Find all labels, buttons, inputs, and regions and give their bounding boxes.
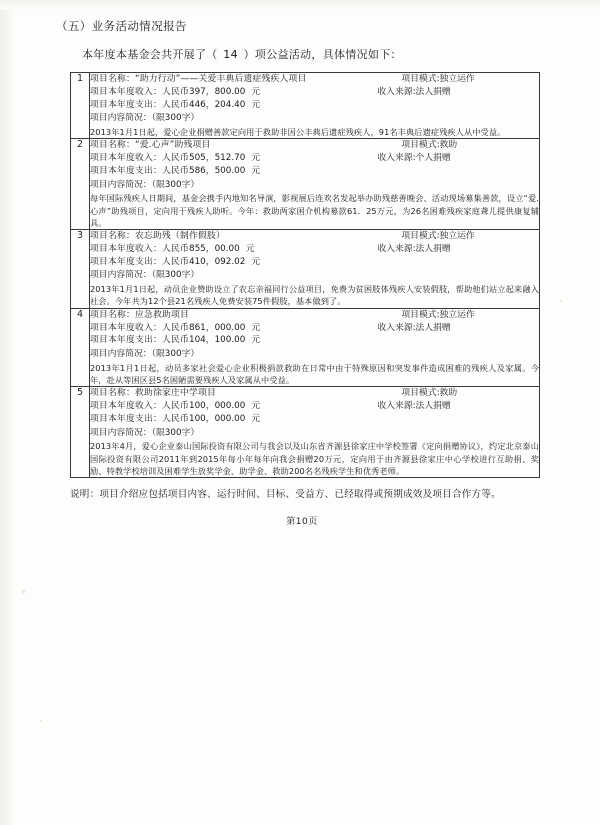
project-source-value: 法人捐赠 <box>415 401 451 412</box>
project-expense-line <box>90 334 368 347</box>
unit-label: 元 <box>251 99 261 110</box>
project-name-value: 救助徐家庄中学项目 <box>135 388 216 399</box>
table-note: 说明：项目介绍应包括项目内容、运行时间、目标、受益方、已经取得或预期成效及项目合作方等。 <box>70 489 501 501</box>
currency-label: 人民币 <box>161 165 189 176</box>
project-expense-value: 410，092.02 <box>188 256 246 267</box>
project-income-value: 100，000.00 <box>188 401 246 412</box>
project-brief-line <box>90 427 368 440</box>
project-brief-limit: （限300字） <box>151 427 200 438</box>
project-brief-label: 项目内容简况： <box>90 349 152 360</box>
projects-table <box>70 72 540 478</box>
row-content <box>90 230 540 309</box>
project-mode-value: 救助 <box>439 388 458 399</box>
unit-label: 元 <box>251 256 261 267</box>
row-number: 2 <box>71 139 90 230</box>
project-expense-line <box>90 165 368 178</box>
project-source-value: 法人捐赠 <box>415 243 451 254</box>
project-mode-line <box>401 387 539 400</box>
section-title: （五）业务活动情况报告 <box>56 19 187 33</box>
unit-label: 元 <box>251 401 261 412</box>
project-income-value: 505，512.70 <box>188 153 246 164</box>
project-income-label: 项目本年度收入： <box>90 322 162 333</box>
unit-label: 元 <box>251 413 261 424</box>
row-top <box>90 230 539 282</box>
table-row <box>71 387 540 478</box>
project-brief-limit: （限300字） <box>151 270 200 281</box>
row-content <box>90 308 540 387</box>
project-source-value: 个人捐赠 <box>415 153 451 164</box>
project-source-value: 法人捐赠 <box>415 86 451 97</box>
project-income-label: 项目本年度收入： <box>90 153 162 164</box>
row-number: 5 <box>71 387 90 478</box>
table-row <box>71 139 540 230</box>
row-top <box>90 387 539 439</box>
currency-label: 人民币 <box>161 243 189 254</box>
currency-label: 人民币 <box>161 153 189 164</box>
project-income-line <box>90 243 368 256</box>
intro-suffix: ）项公益活动，具体情况如下： <box>243 48 402 61</box>
scan-speck <box>40 720 42 722</box>
project-mode-value: 独立运作 <box>439 231 475 242</box>
project-income-line <box>90 400 368 413</box>
project-expense-line <box>90 256 368 269</box>
document-body <box>56 18 548 527</box>
project-expense-label: 项目本年度支出： <box>90 165 162 176</box>
project-brief-label: 项目内容简况： <box>90 179 152 190</box>
project-name-value: 应急救助项目 <box>135 309 189 320</box>
project-name-label: 项目名称： <box>90 140 135 151</box>
project-expense-line <box>90 413 368 426</box>
unit-label: 元 <box>251 86 261 97</box>
project-brief-line <box>90 348 368 361</box>
row-meta <box>371 309 539 361</box>
row-fields <box>90 73 368 125</box>
project-expense-value: 100，000.00 <box>188 413 246 424</box>
project-mode-value: 救助 <box>439 140 458 151</box>
project-brief-limit: （限300字） <box>151 349 200 360</box>
project-income-label: 项目本年度收入： <box>90 401 162 412</box>
project-mode-line <box>401 73 539 86</box>
project-income-label: 项目本年度收入： <box>90 86 162 97</box>
project-brief-label: 项目内容简况： <box>90 270 152 281</box>
row-fields <box>90 387 368 439</box>
project-brief-text: 2013年1月1日起，动员多家社会爱心企业积极捐款救助在日常中由于特殊原因和突发事件造成困难的残疾人及家属。今年，赴从等困区县5名困陋需要残疾人及家属从中受益。 <box>90 362 539 386</box>
project-name-line <box>90 309 368 322</box>
row-meta <box>371 73 539 125</box>
row-number: 3 <box>71 230 90 309</box>
activity-count: 14 <box>223 48 238 61</box>
project-mode-value: 独立运作 <box>439 309 475 320</box>
project-mode-label: 项目模式: <box>401 388 440 399</box>
project-mode-line <box>401 139 539 152</box>
project-source-label: 收入来源: <box>377 243 416 254</box>
project-brief-line <box>90 269 368 282</box>
project-brief-limit: （限300字） <box>151 179 200 190</box>
project-name-label: 项目名称： <box>90 231 135 242</box>
table-row <box>71 73 540 139</box>
project-brief-line <box>90 112 368 125</box>
project-brief-text: 每年国际残疾人日期间，基金会携手内地知名导演，影视展后连欢名发起举办助残慈善晚会、活动现场募集善款，设立“爱.心声”助残项目，定向用于残疾人助听。今年：救助两家困介机构募款61．25万元，为26名困难残疾家庭聋儿提供康复辅具。 <box>90 193 539 228</box>
project-expense-value: 446，204.40 <box>188 99 246 110</box>
project-expense-label: 项目本年度支出： <box>90 99 162 110</box>
row-number: 1 <box>71 73 90 139</box>
project-brief-text: 2013年4月，爱心企业泰山国际投资有限公司与我会以及山东省齐源县徐家庄中学校签署《定向捐赠协议》，约定北京泰山国际投资有限公司2011年到2015年每小年每年向我会捐赠20万元，定向用于由齐源县徐家庄中心学校进行互助捐、奖励、特教学校培训及困难学生放奖学金、助学金、救助200名名残疾学生和优秀老师。 <box>90 441 539 476</box>
project-source-label: 收入来源: <box>377 86 416 97</box>
project-brief-label: 项目内容简况： <box>90 113 152 124</box>
project-name-line <box>90 230 368 243</box>
table-row <box>71 230 540 309</box>
unit-label: 元 <box>251 165 261 176</box>
project-brief-text: 2013年1月1日起，动员企业赞助设立了农忘亲福同行公益项目，免费为贫困肢体残疾人安装假肢，帮助他们站立起来融入社会。今年共为12个县21名残疾人免费安装75件假肢，基本做到了。 <box>90 284 539 307</box>
row-content <box>90 139 540 230</box>
project-source-line <box>377 400 539 413</box>
project-brief-text: 2013年1月1日起，爱心企业捐赠善款定向用于救助非因公丰典后遗症残疾人，91名丰典后遗症残疾人从中受益。 <box>90 127 506 137</box>
project-expense-label: 项目本年度支出： <box>90 335 162 346</box>
table-row <box>71 308 540 387</box>
project-name-label: 项目名称： <box>90 309 135 320</box>
project-name-value: “助力行动”——关爱丰典后遗症残疾人项目 <box>135 74 307 84</box>
row-fields <box>90 230 368 282</box>
project-name-label: 项目名称： <box>90 74 135 84</box>
project-source-line <box>377 152 539 165</box>
project-income-label: 项目本年度收入： <box>90 243 162 254</box>
unit-label: 元 <box>251 153 261 164</box>
project-expense-label: 项目本年度支出： <box>90 256 162 267</box>
project-mode-label: 项目模式: <box>401 309 440 320</box>
project-source-label: 收入来源: <box>377 153 416 164</box>
unit-label: 元 <box>251 322 261 333</box>
project-source-label: 收入来源: <box>377 322 416 333</box>
row-fields <box>90 139 368 191</box>
currency-label: 人民币 <box>161 256 189 267</box>
project-source-value: 法人捐赠 <box>415 322 451 333</box>
page-number: 第10页 <box>286 517 318 528</box>
unit-label: 元 <box>251 335 261 346</box>
currency-label: 人民币 <box>161 413 189 424</box>
project-mode-line <box>401 309 539 322</box>
project-source-line <box>377 322 539 335</box>
currency-label: 人民币 <box>161 322 189 333</box>
project-name-value: 农忘助残（制作假肢） <box>135 231 225 242</box>
project-brief-label: 项目内容简况： <box>90 427 152 438</box>
project-expense-value: 104，100.00 <box>188 335 246 346</box>
project-mode-label: 项目模式: <box>401 231 440 242</box>
project-mode-value: 独立运作 <box>439 74 475 84</box>
scan-edge-left <box>0 0 16 825</box>
intro-paragraph <box>82 46 548 62</box>
row-top <box>90 309 539 361</box>
project-source-label: 收入来源: <box>377 401 416 412</box>
project-mode-line <box>401 230 539 243</box>
project-expense-line <box>90 99 368 112</box>
project-mode-label: 项目模式: <box>401 74 440 84</box>
project-name-line <box>90 139 368 152</box>
project-source-line <box>377 243 539 256</box>
project-income-line <box>90 322 368 335</box>
row-top <box>90 73 539 125</box>
project-name-label: 项目名称： <box>90 388 135 399</box>
scan-speck <box>560 300 562 302</box>
project-brief-limit: （限300字） <box>151 113 200 124</box>
row-top <box>90 139 539 191</box>
row-content <box>90 73 540 139</box>
project-income-value: 855，00.00 <box>188 243 240 254</box>
row-meta <box>371 387 539 439</box>
project-brief-line <box>90 179 368 192</box>
project-income-value: 397，800.00 <box>188 86 246 97</box>
currency-label: 人民币 <box>161 401 189 412</box>
project-income-line <box>90 86 368 99</box>
project-income-value: 861，000.00 <box>188 322 246 333</box>
intro-prefix: 本年度本基金会共开展了（ <box>82 48 218 61</box>
project-expense-value: 586，500.00 <box>188 165 246 176</box>
project-expense-label: 项目本年度支出： <box>90 413 162 424</box>
currency-label: 人民币 <box>161 86 189 97</box>
row-meta <box>371 139 539 191</box>
project-source-line <box>377 86 539 99</box>
unit-label: 元 <box>245 243 255 254</box>
row-fields <box>90 309 368 361</box>
row-content <box>90 387 540 478</box>
project-income-line <box>90 152 368 165</box>
project-name-value: “爱.心声”助残项目 <box>135 140 211 151</box>
currency-label: 人民币 <box>161 99 189 110</box>
project-name-line <box>90 73 368 86</box>
project-name-line <box>90 387 368 400</box>
row-meta <box>371 230 539 282</box>
scan-edge-top <box>0 0 600 10</box>
scan-speck <box>22 590 25 593</box>
project-mode-label: 项目模式: <box>401 140 440 151</box>
row-number: 4 <box>71 308 90 387</box>
currency-label: 人民币 <box>161 335 189 346</box>
